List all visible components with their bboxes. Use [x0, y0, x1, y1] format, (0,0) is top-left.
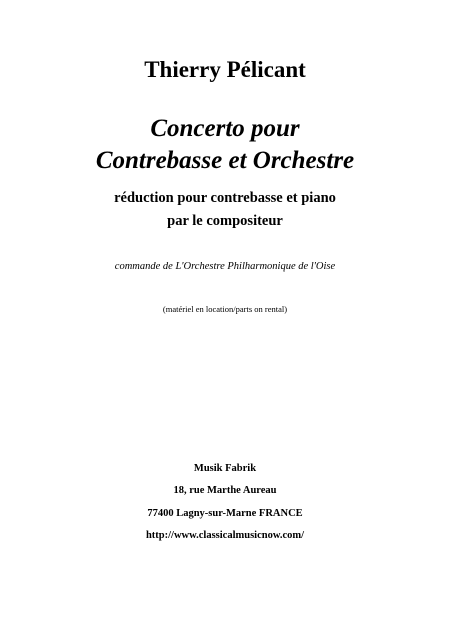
subtitle-line-1: réduction pour contrebasse et piano [114, 190, 336, 206]
work-title-line-1: Concerto pour [150, 115, 300, 142]
publisher-street: 18, rue Marthe Aureau [173, 485, 277, 496]
composer-name: Thierry Pélicant [144, 57, 306, 82]
publisher-name: Musik Fabrik [193, 463, 257, 474]
subtitle-line-2: par le compositeur [167, 213, 283, 229]
work-title-line-2: Contrebasse et Orchestre [95, 147, 355, 174]
commission-note: commande de L'Orchestre Philharmonique de l'Oise [114, 261, 336, 272]
publisher-city: 77400 Lagny-sur-Marne FRANCE [147, 508, 303, 519]
rental-note: (matériel en location/parts on rental) [162, 304, 288, 314]
publisher-url: http://www.classicalmusicnow.com/ [145, 530, 305, 541]
